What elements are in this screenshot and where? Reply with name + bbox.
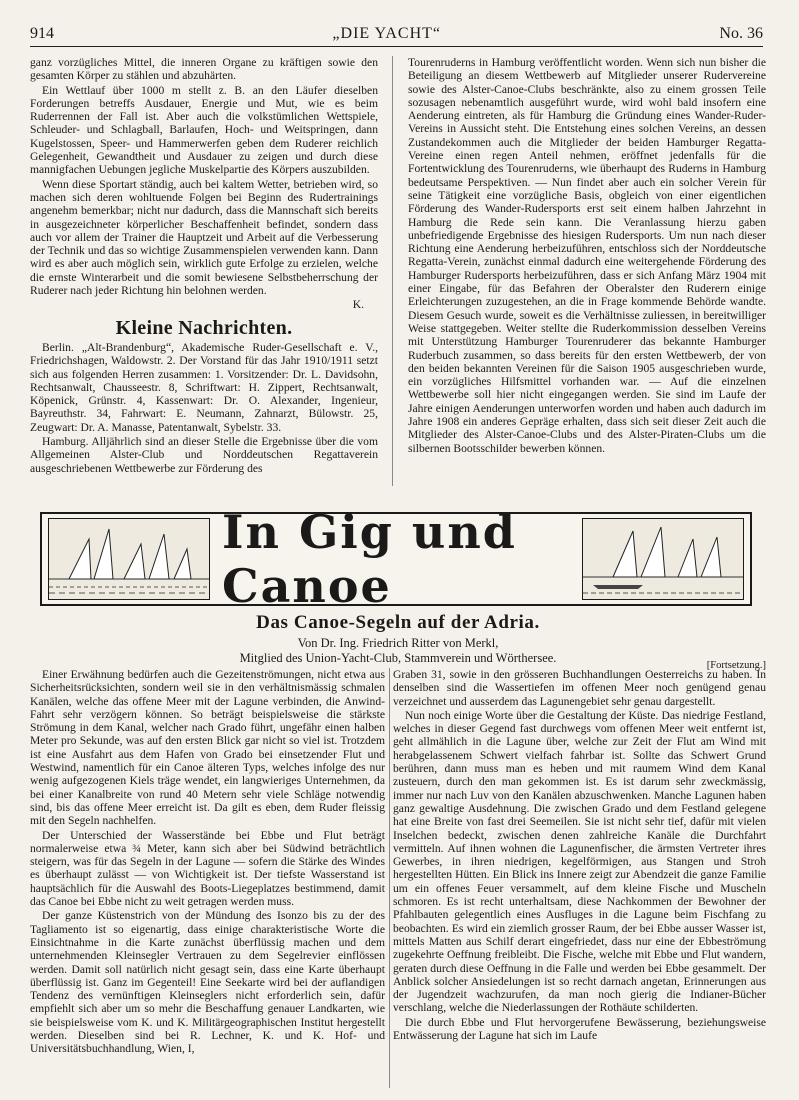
news-item-berlin: Berlin. „Alt-Brandenburg“, Akademische Ruder-Gesellschaft e. V., Friedrichshagen, Waldowstr. 2. Der Vorstand für das Jahr 1910/1911 setzt sich aus folgenden Herren zusammen: 1. Vorsitzender: Dr. L. Davidsohn, Rechtsanwalt, Chausseestr. 8, Schriftwart: H. Zippert, Rechtsanwalt, Köpenick, Grünstr. 4, Kassenwart: Dr. O. Alexander, Ingenieur, Bayreuthstr. 34, Fahrwart: E. Neumann, Zahnarzt, Bülowstr. 25, Zeugwart: Dr. A. Manasse, Patentanwalt, Sybelstr. 33. <box>30 340 378 434</box>
paragraph: Graben 31, sowie in den grösseren Buchhandlungen Oesterreichs zu haben. In denselben sind die Wassertiefen im offenen Meer noch genügend genau verzeichnet und ausserdem das Lagunengebiet sehr genau dargestellt. <box>393 668 766 708</box>
sailboats-illustration-right <box>582 518 744 600</box>
left-column-bottom <box>30 668 385 1088</box>
paragraph: Die durch Ebbe und Flut hervorgerufene Bewässerung, beziehungsweise Entwässerung der Lagune hat sich im Laufe <box>393 1015 766 1043</box>
journal-title: „DIE YACHT“ <box>332 25 442 42</box>
news-item-hamburg: Hamburg. Alljährlich sind an dieser Stelle die Ergebnisse über die vom Allgemeinen Alster-Club und Norddeutschen Regattaverein ausgeschriebenen Wettbewerbe zur Förderung des <box>30 435 378 475</box>
author-signature: K. <box>352 298 364 312</box>
right-column-bottom <box>393 668 766 1088</box>
page-header <box>30 22 763 47</box>
continuation-note: [Fortsetzung.] <box>706 660 766 671</box>
paragraph: Der Unterschied der Wasserstände bei Ebbe und Flut beträgt normalerweise etwa ¾ Meter, kann sich aber bei Südwind beträchtlich steigern, was für das Segeln in der Lagune — sofern die Stärke des Windes es überhaupt zulässt — von Wichtigkeit ist. Der tiefste Wasserstand ist hauptsächlich für die Auswahl des Boots-Liegeplatzes bestimmend, damit das Canoe bei Ebbe nicht zu weit getragen werden muss. <box>30 828 385 909</box>
section-heading: Kleine Nachrichten. <box>115 316 293 339</box>
page-number: 914 <box>30 25 54 42</box>
banner-title: In Gig und Canoe <box>222 505 517 613</box>
paragraph: Einer Erwähnung bedürfen auch die Gezeitenströmungen, nicht etwa aus Sicherheitsrücksichten, sondern weil sie in den verhältnismässig schmalen Kanälen, welche das offene Meer mit der Lagune verbinden, die Anwind-Fahrt sehr verzögern können. So beträgt beispielsweise die stärkste Strömung in dem Kanal, welcher nach Grado führt, ungefähr einen halben Meter pro Sekunde, was auf den ersten Blick gar nicht so viel ist. Trotzdem ist eine Ausfahrt aus dem Hafen von Grado bei einsetzender Flut und Westwind, namentlich für ein Canoe älteren Typs, welches infolge des nur wenig aufgezogenen Kiels träge wendet, ein langwieriges Unternehmen, da bei einer Kanalbreite von rund 40 Metern sehr viele Schläge notwendig sind, bis das offene Meer erreicht ist. Da gilt es eben, dem Ruder fleissig mit den Segeln nachhelfen. <box>30 668 385 828</box>
author-affiliation: Mitglied des Union-Yacht-Club, Stammverein und Wörthersee. <box>239 651 557 665</box>
article-title: Das Canoe-Segeln auf der Adria. <box>256 612 540 633</box>
section-banner <box>40 505 752 613</box>
column-rule <box>389 668 390 1088</box>
sailboats-illustration-left <box>48 518 210 600</box>
paragraph: Der ganze Küstenstrich von der Mündung des Isonzo bis zu der des Tagliamento ist so eigenartig, dass einige charakteristische Worte die Einsichtnahme in die Karte zunächst überflüssig machen und dem unternehmenden Kleinsegler Vertrauen zu dem Segelrevier einflössen werden. Damit soll natürlich nicht gesagt sein, dass eine Karte überhaupt überflüssig ist. Ganz im Gegenteil! Eine Seekarte wird bei der auflandigen Tendenz des vernünftigen Kleinseglers nicht erforderlich sein, dafür empfiehlt sich aber um so mehr die Beschaffung genauer Landkarten, wie sie beispielsweise vom K. und K. Militärgeographischen Institut hergestellt werden. Dieselben sind bei R. Lechner, K. und K. Hof- und Universitätsbuchhandlung, Wien, I, <box>30 909 385 1056</box>
issue-number: No. 36 <box>719 25 763 42</box>
paragraph: Tourenruderns in Hamburg veröffentlicht worden. Wenn sich nun bisher die Beteiligung an diesem Wettbewerb auf Mitglieder unserer Rudervereine sowie des Alster-Canoe-Clubs beschränkte, also zu einem grossen Teile sozusagen nebenamtlich ausgeführt wurde, wird wohl bald insofern eine Aenderung eintreten, als für Hamburg die Gründung eines Wander-Ruder-Vereins in Aussicht steht. Die Entstehung eines solchen Vereins, an dessen Zustandekommen auch die Mitglieder der beiden Hamburger Regatta-Vereine einen regen Anteil nehmen, eröffnet jedenfalls für die Fortentwicklung des Tourenruderns, wie überhaupt des Ruderns in Hamburg bedeutsame Perspektiven. — Nun findet aber auch ein solcher Verein für seine Tätigkeit eine vorzügliche Basis, obgleich von einer eigentlichen Förderung des Wander-Rudersports erst seit einem halben Jahrzehnt in Hamburg die Rede sein kann. Die Veranlassung hierzu gaben unbefriedigende Ergebnisse des hiesigen Rudersports. Um nun nach dieser Richtung eine Aenderung herbeizuführen, entschloss sich der Norddeutsche Regatta-Verein, zunächst einmal dadurch eine weitergehende Förderung des Hamburger Rudersports herbeizuführen, dass er sich Anfang März 1904 mit einer Eingabe, für das Befahren der Oberalster den Ruderern einige Erleichterungen zuzugestehen, an die in Frage kommende Behörde wandte. Diesem Gesuch wurde, soweit es die Verhältnisse zuliessen, in bereitwilliger Weise stattgegeben. Weiter stellte die Ruderkommission desselben Vereins mit Unterstützung Hamburger Tourenruderer das bekannte Hamburger Ruderbuch zusammen, so dass bereits für den ersten Wettbewerb, der von den beiden bekannten Vereinen für die Saison 1905 ausgeschrieben wurde, ein vorzügliches Hilfsmittel vorhanden war. — Auf die einzelnen Wettbewerbe soll hier nicht eingegangen werden. Sie sind im Laufe der Jahre einigen Aenderungen unterworfen worden und haben auch dadurch im Jahre 1908 ein anderes Gepräge erhalten, dass sich seit dieser Zeit auch die Mitglieder des Alster-Canoe-Clubs und des Alster-Piraten-Clubs um die silbernen Bootsschilder bewerben können. <box>408 56 766 455</box>
column-rule <box>392 56 393 486</box>
paragraph: ganz vorzügliches Mittel, die inneren Organe zu kräftigen sowie den gesamten Körper zu stählen und abzuhärten. <box>30 56 378 83</box>
paragraph: Ein Wettlauf über 1000 m stellt z. B. an den Läufer dieselben Forderungen betreffs Ausdauer, Energie und Mut, wie es beim Ruderrennen der Fall ist. Aber auch die volkstümlichen Wettspiele, Schleuder- und Schlagball, Barlaufen, Hoch- und Weitspringen, dann Kugelstossen, Speer- und Hammerwerfen geben dem Ruderer reichlich Gelegenheit, Gewandtheit und Ausdauer zu zeigen und durch diese mannigfachen Uebungen jegliche Muskelpartie des Körpers auszubilden. <box>30 83 378 177</box>
left-column-top <box>30 56 378 516</box>
article-header <box>30 612 766 671</box>
article-byline: Von Dr. Ing. Friedrich Ritter von Merkl, <box>297 636 499 650</box>
paragraph: Wenn diese Sportart ständig, auch bei kaltem Wetter, betrieben wird, so machen sich deren wohltuende Folgen bei Beginn des Rudertrainings angenehm bemerkbar; nicht nur dadurch, dass die Mannschaft sich bereits in ausgezeichneter körperlicher Beschaffenheit befindet, sondern dass auch vor allem der Trainer die Hauptzeit und Arbeit auf die Verbesserung der Technik und das so wichtige Zusammenspielen verwenden kann. Dann wird es aber auch möglich sein, wirklich gute Erfolge zu erzielen, welche die ernste Winterarbeit und die somit bewiesene Selbstbeherrschung der Ruderer nach jeder Richtung hin belohnen werden. <box>30 177 378 298</box>
paragraph: Nun noch einige Worte über die Gestaltung der Küste. Das niedrige Festland, welches in dieser Gegend fast durchwegs vom offenen Meer weit entfernt ist, geht allmählich in die Lagune über, welche zur Zeit der Flut am Wind mit herabgelassenem Schwert vielfach fahrbar ist. Sollte das Schwert Grund berühren, dann muss man es heben und mit raumem Wind dem Kanal zusteuern, durch den man gekommen ist. Es ist darum sehr zweckmässig, immer nur nach Luv von den Kanälen abzuschwenken. Manche Lagunen haben ganz gewaltige Ausdehnung. Die zwischen Grado und dem Festland gelegene hat eine Breite von fast drei Seemeilen. Sie ist nicht sehr tief, dafür mit vielen Inselchen bedeckt, zwischen denen zahlreiche Kanäle die Durchfahrt vermitteln. Auf ihnen wohnen die Lagunenfischer, die ärmsten Vertreter ihres Gewerbes, in ihren niedrigen, kegelförmigen, aus Stangen und Stroh hergestellten Hütten. Ein Blick ins Innere zeigt zur Abendzeit die ganze Familie um ein offenes Feuer versammelt, auf dem kleine Fische und Muscheln schmoren. Es ist recht unterhaltsam, diese Nachkommen der Bewohner der Pfahlbauten gelegentlich eines Ausfluges in die Lagune beim Fischfang zu beobachten. Es wird ein ziemlich grosser Raum, der bei Ebbe ausser Wasser ist, mittels Matten aus Schilf derart eingefriedet, dass nur eine der Ebbeströmung zugekehrte Oeffnung freibleibt. Die Fische, welche mit Ebbe und Flut wandern, geraten durch diese Oeffnung in die Falle und werden bei Ebbe gesammelt. Der Anblick solcher Ansiedelungen ist so recht darnach angetan, Erinnerungen aus der Jugendzeit wachzurufen, da man noch gierig die Indianer-Bücher verschlang, welche die Niederlassungen der Rothäute schilderten. <box>393 708 766 1015</box>
right-column-top <box>408 56 766 486</box>
